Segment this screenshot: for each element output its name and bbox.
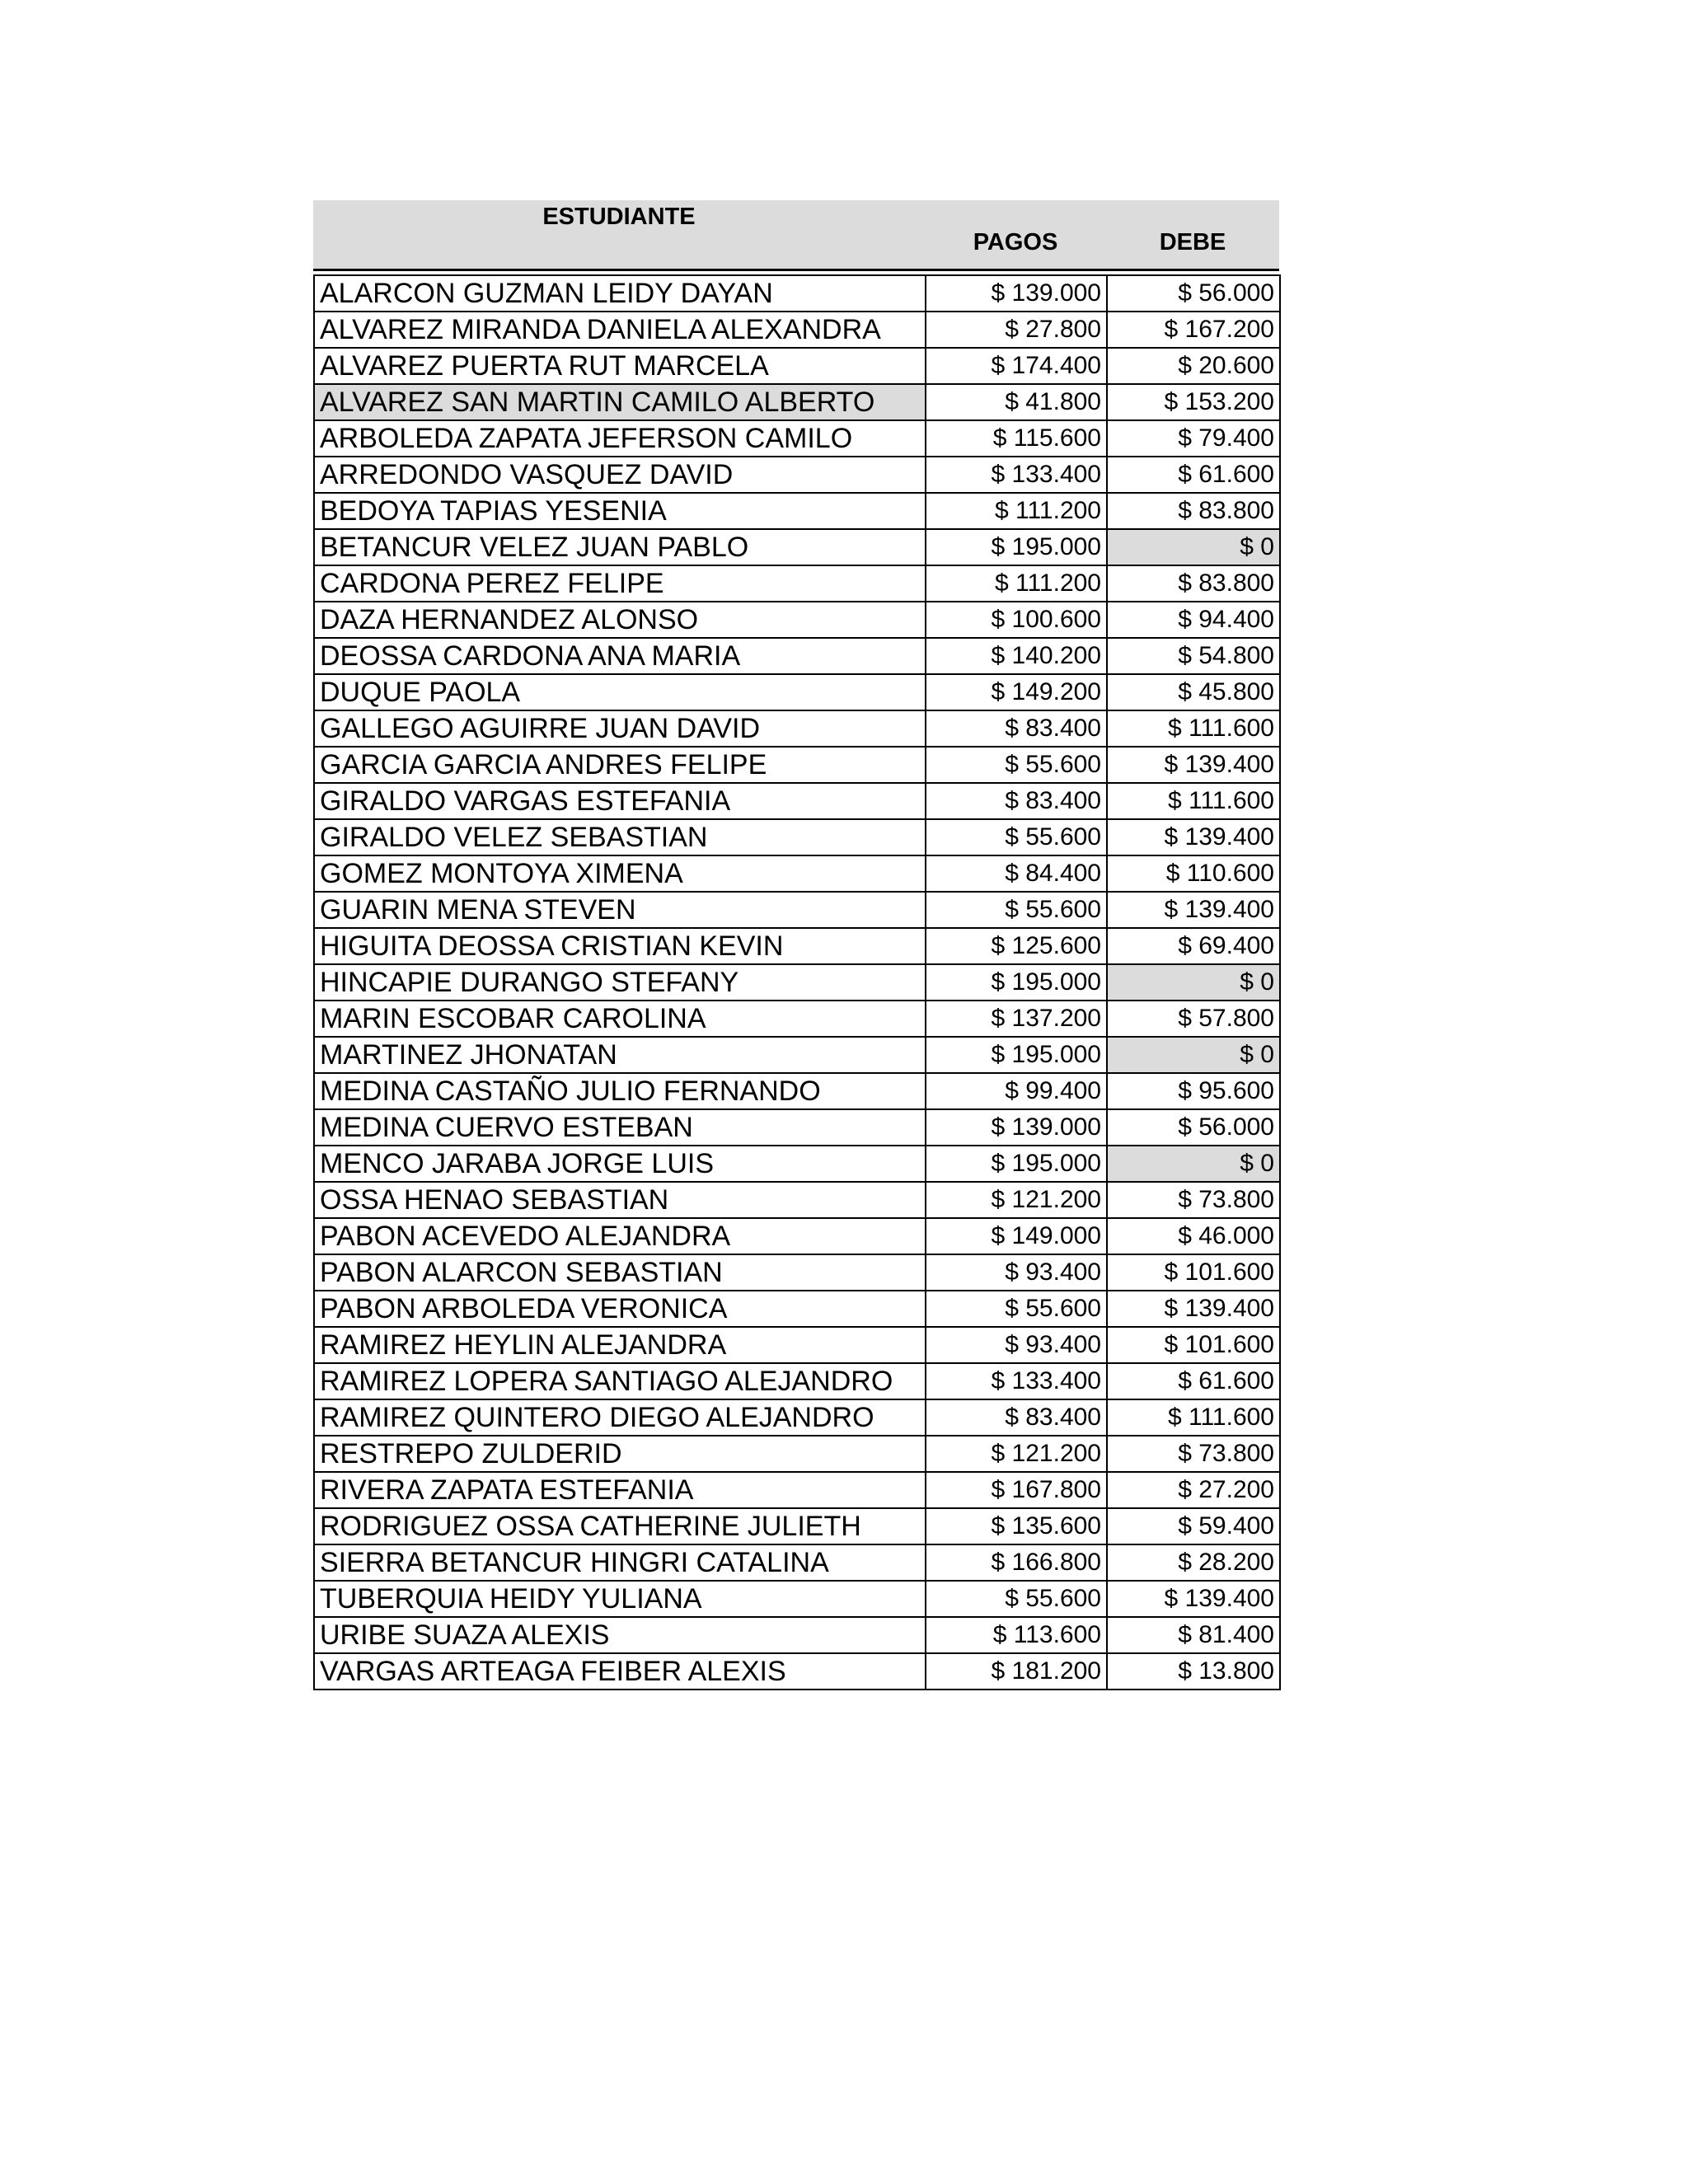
student-name-cell: RAMIREZ QUINTERO DIEGO ALEJANDRO (314, 1399, 926, 1436)
debe-cell: $ 110.600 (1107, 855, 1280, 892)
student-name-cell: TUBERQUIA HEIDY YULIANA (314, 1581, 926, 1617)
table-row (314, 674, 1280, 710)
debe-cell: $ 20.600 (1107, 348, 1280, 384)
pagos-cell: $ 83.400 (926, 783, 1107, 819)
pagos-cell: $ 115.600 (926, 420, 1107, 457)
student-name-cell: SIERRA BETANCUR HINGRI CATALINA (314, 1544, 926, 1581)
table-row (314, 1508, 1280, 1544)
table-row (314, 1363, 1280, 1399)
pagos-cell: $ 139.000 (926, 1109, 1107, 1146)
student-name-cell: ARREDONDO VASQUEZ DAVID (314, 457, 926, 493)
pagos-cell: $ 195.000 (926, 964, 1107, 1001)
student-name-cell: BETANCUR VELEZ JUAN PABLO (314, 529, 926, 565)
debe-cell: $ 153.200 (1107, 384, 1280, 420)
student-name-cell: MENCO JARABA JORGE LUIS (314, 1146, 926, 1182)
student-name-cell: RAMIREZ HEYLIN ALEJANDRA (314, 1327, 926, 1363)
student-name-cell: ARBOLEDA ZAPATA JEFERSON CAMILO (314, 420, 926, 457)
table-row (314, 710, 1280, 747)
pagos-cell: $ 121.200 (926, 1182, 1107, 1218)
student-name-cell: PABON ARBOLEDA VERONICA (314, 1291, 926, 1327)
pagos-cell: $ 27.800 (926, 312, 1107, 348)
debe-cell: $ 111.600 (1107, 783, 1280, 819)
table-row (314, 855, 1280, 892)
pagos-cell: $ 55.600 (926, 1581, 1107, 1617)
student-name-cell: ALVAREZ MIRANDA DANIELA ALEXANDRA (314, 312, 926, 348)
table-row (314, 1109, 1280, 1146)
debe-cell: $ 56.000 (1107, 1109, 1280, 1146)
debe-cell: $ 167.200 (1107, 312, 1280, 348)
student-name-cell: ALVAREZ SAN MARTIN CAMILO ALBERTO (314, 384, 926, 420)
pagos-cell: $ 55.600 (926, 747, 1107, 783)
debe-cell: $ 28.200 (1107, 1544, 1280, 1581)
table-row (314, 493, 1280, 529)
table-row (314, 348, 1280, 384)
pagos-cell: $ 55.600 (926, 1291, 1107, 1327)
student-name-cell: GARCIA GARCIA ANDRES FELIPE (314, 747, 926, 783)
student-name-cell: HINCAPIE DURANGO STEFANY (314, 964, 926, 1001)
pagos-cell: $ 174.400 (926, 348, 1107, 384)
debe-cell: $ 0 (1107, 529, 1280, 565)
student-name-cell: VARGAS ARTEAGA FEIBER ALEXIS (314, 1653, 926, 1690)
table-row (314, 892, 1280, 928)
table-row (314, 1218, 1280, 1254)
pagos-cell: $ 149.000 (926, 1218, 1107, 1254)
table-body (314, 275, 1280, 1690)
pagos-cell: $ 55.600 (926, 819, 1107, 855)
pagos-cell: $ 181.200 (926, 1653, 1107, 1690)
student-name-cell: BEDOYA TAPIAS YESENIA (314, 493, 926, 529)
table-row (314, 1146, 1280, 1182)
table-row (314, 1653, 1280, 1690)
student-name-cell: DUQUE PAOLA (314, 674, 926, 710)
student-name-cell: PABON ACEVEDO ALEJANDRA (314, 1218, 926, 1254)
pagos-cell: $ 125.600 (926, 928, 1107, 964)
header-estudiante: ESTUDIANTE (542, 204, 696, 230)
debe-cell: $ 83.800 (1107, 565, 1280, 602)
debe-cell: $ 94.400 (1107, 602, 1280, 638)
table-row (314, 1617, 1280, 1653)
table-row (314, 384, 1280, 420)
pagos-cell: $ 84.400 (926, 855, 1107, 892)
table-row (314, 1399, 1280, 1436)
pagos-cell: $ 83.400 (926, 1399, 1107, 1436)
pagos-cell: $ 166.800 (926, 1544, 1107, 1581)
debe-cell: $ 111.600 (1107, 710, 1280, 747)
debe-cell: $ 56.000 (1107, 275, 1280, 312)
debe-cell: $ 81.400 (1107, 1617, 1280, 1653)
pagos-cell: $ 111.200 (926, 493, 1107, 529)
pagos-cell: $ 133.400 (926, 1363, 1107, 1399)
pagos-cell: $ 139.000 (926, 275, 1107, 312)
student-grid (313, 274, 1281, 1690)
student-name-cell: CARDONA PEREZ FELIPE (314, 565, 926, 602)
debe-cell: $ 139.400 (1107, 892, 1280, 928)
student-name-cell: GALLEGO AGUIRRE JUAN DAVID (314, 710, 926, 747)
pagos-cell: $ 133.400 (926, 457, 1107, 493)
table-row (314, 1436, 1280, 1472)
table-row (314, 1037, 1280, 1073)
debe-cell: $ 61.600 (1107, 457, 1280, 493)
student-name-cell: MARIN ESCOBAR CAROLINA (314, 1001, 926, 1037)
student-name-cell: GIRALDO VELEZ SEBASTIAN (314, 819, 926, 855)
debe-cell: $ 101.600 (1107, 1254, 1280, 1291)
debe-cell: $ 73.800 (1107, 1436, 1280, 1472)
pagos-cell: $ 93.400 (926, 1254, 1107, 1291)
debe-cell: $ 83.800 (1107, 493, 1280, 529)
debe-cell: $ 111.600 (1107, 1399, 1280, 1436)
table-row (314, 565, 1280, 602)
debe-cell: $ 45.800 (1107, 674, 1280, 710)
student-name-cell: DEOSSA CARDONA ANA MARIA (314, 638, 926, 674)
student-name-cell: OSSA HENAO SEBASTIAN (314, 1182, 926, 1218)
table-row (314, 964, 1280, 1001)
table-row (314, 1291, 1280, 1327)
debe-cell: $ 79.400 (1107, 420, 1280, 457)
debe-cell: $ 139.400 (1107, 819, 1280, 855)
debe-cell: $ 139.400 (1107, 747, 1280, 783)
table-row (314, 312, 1280, 348)
pagos-cell: $ 121.200 (926, 1436, 1107, 1472)
debe-cell: $ 0 (1107, 964, 1280, 1001)
student-name-cell: RIVERA ZAPATA ESTEFANIA (314, 1472, 926, 1508)
student-name-cell: GIRALDO VARGAS ESTEFANIA (314, 783, 926, 819)
table-row (314, 1472, 1280, 1508)
pagos-cell: $ 100.600 (926, 602, 1107, 638)
pagos-cell: $ 135.600 (926, 1508, 1107, 1544)
student-name-cell: RODRIGUEZ OSSA CATHERINE JULIETH (314, 1508, 926, 1544)
table-header (313, 200, 1279, 271)
pagos-cell: $ 83.400 (926, 710, 1107, 747)
header-pagos: PAGOS (973, 229, 1058, 255)
pagos-cell: $ 195.000 (926, 1146, 1107, 1182)
student-name-cell: MEDINA CASTAÑO JULIO FERNANDO (314, 1073, 926, 1109)
debe-cell: $ 101.600 (1107, 1327, 1280, 1363)
student-name-cell: DAZA HERNANDEZ ALONSO (314, 602, 926, 638)
debe-cell: $ 27.200 (1107, 1472, 1280, 1508)
student-name-cell: MARTINEZ JHONATAN (314, 1037, 926, 1073)
table-row (314, 275, 1280, 312)
student-name-cell: URIBE SUAZA ALEXIS (314, 1617, 926, 1653)
table-row (314, 602, 1280, 638)
pagos-cell: $ 111.200 (926, 565, 1107, 602)
student-name-cell: RESTREPO ZULDERID (314, 1436, 926, 1472)
table-row (314, 1544, 1280, 1581)
payments-table (313, 200, 1279, 1690)
table-row (314, 928, 1280, 964)
table-row (314, 783, 1280, 819)
student-name-cell: ALARCON GUZMAN LEIDY DAYAN (314, 275, 926, 312)
pagos-cell: $ 55.600 (926, 892, 1107, 928)
pagos-cell: $ 195.000 (926, 529, 1107, 565)
student-name-cell: RAMIREZ LOPERA SANTIAGO ALEJANDRO (314, 1363, 926, 1399)
table-row (314, 747, 1280, 783)
pagos-cell: $ 140.200 (926, 638, 1107, 674)
table-row (314, 457, 1280, 493)
debe-cell: $ 46.000 (1107, 1218, 1280, 1254)
student-name-cell: PABON ALARCON SEBASTIAN (314, 1254, 926, 1291)
table-row (314, 1254, 1280, 1291)
pagos-cell: $ 137.200 (926, 1001, 1107, 1037)
table-row (314, 1073, 1280, 1109)
pagos-cell: $ 99.400 (926, 1073, 1107, 1109)
debe-cell: $ 73.800 (1107, 1182, 1280, 1218)
student-name-cell: ALVAREZ PUERTA RUT MARCELA (314, 348, 926, 384)
pagos-cell: $ 93.400 (926, 1327, 1107, 1363)
debe-cell: $ 139.400 (1107, 1291, 1280, 1327)
student-name-cell: GOMEZ MONTOYA XIMENA (314, 855, 926, 892)
table-row (314, 420, 1280, 457)
table-row (314, 1182, 1280, 1218)
debe-cell: $ 139.400 (1107, 1581, 1280, 1617)
debe-cell: $ 54.800 (1107, 638, 1280, 674)
student-name-cell: MEDINA CUERVO ESTEBAN (314, 1109, 926, 1146)
table-row (314, 1001, 1280, 1037)
pagos-cell: $ 113.600 (926, 1617, 1107, 1653)
pagos-cell: $ 41.800 (926, 384, 1107, 420)
debe-cell: $ 57.800 (1107, 1001, 1280, 1037)
debe-cell: $ 0 (1107, 1146, 1280, 1182)
table-row (314, 1581, 1280, 1617)
debe-cell: $ 61.600 (1107, 1363, 1280, 1399)
pagos-cell: $ 195.000 (926, 1037, 1107, 1073)
student-name-cell: HIGUITA DEOSSA CRISTIAN KEVIN (314, 928, 926, 964)
debe-cell: $ 95.600 (1107, 1073, 1280, 1109)
table-row (314, 819, 1280, 855)
debe-cell: $ 59.400 (1107, 1508, 1280, 1544)
debe-cell: $ 0 (1107, 1037, 1280, 1073)
student-name-cell: GUARIN MENA STEVEN (314, 892, 926, 928)
pagos-cell: $ 167.800 (926, 1472, 1107, 1508)
debe-cell: $ 13.800 (1107, 1653, 1280, 1690)
table-row (314, 529, 1280, 565)
pagos-cell: $ 149.200 (926, 674, 1107, 710)
debe-cell: $ 69.400 (1107, 928, 1280, 964)
table-row (314, 1327, 1280, 1363)
header-debe: DEBE (1159, 229, 1226, 255)
table-row (314, 638, 1280, 674)
